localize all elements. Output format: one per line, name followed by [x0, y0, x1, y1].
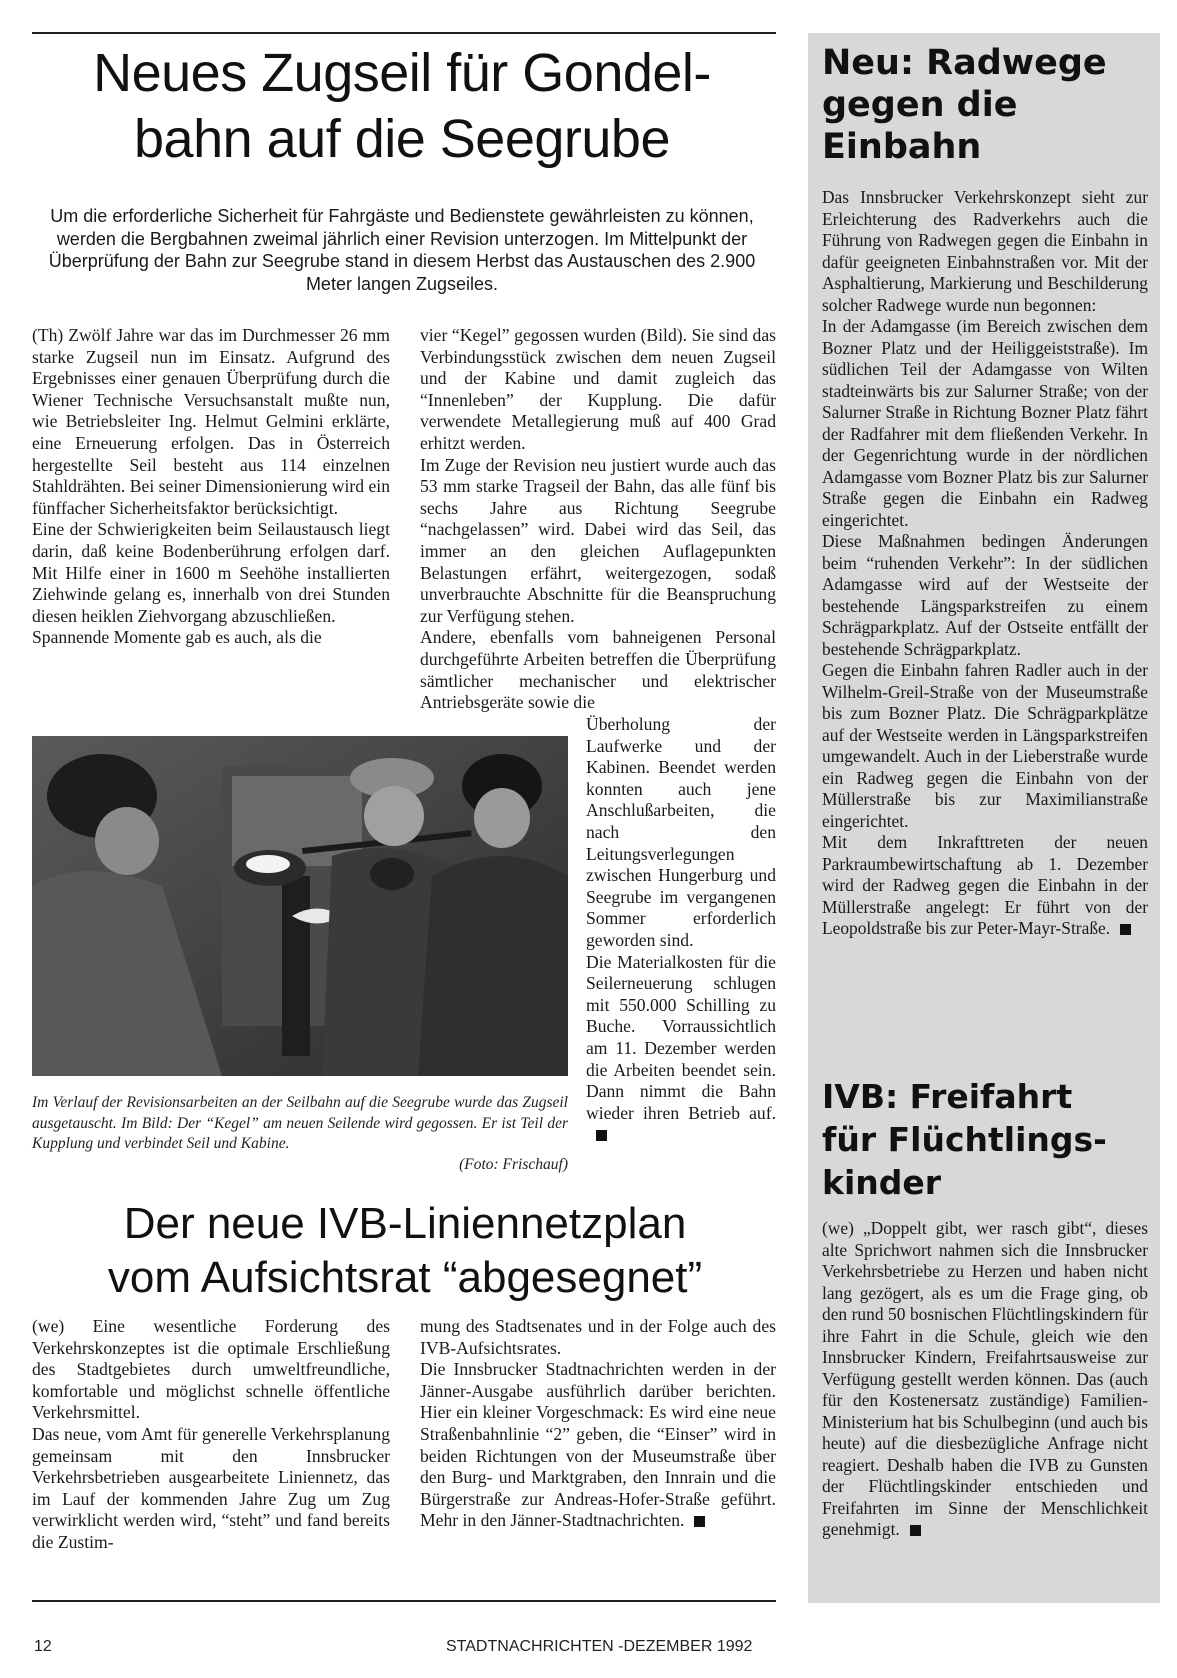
article1-col1-paragraph: Eine der Schwierigkeiten beim Seilaustausch liegt darin, daß keine Bodenberührung erfolgen darf. Mit Hilfe einer in 1600 m Seehöhe installierten Ziehwinde gelang es, innerhalb von drei Stunden diesen heiklen Ziehvorgang abzuschließen. — [32, 519, 390, 626]
article1-col1-paragraph: (Th) Zwölf Jahre war das im Durchmesser 26 mm starke Zugseil nun im Einsatz. Aufgrund des Ergebnisses einer genauen Überprüfung durch die Wiener Technische Versuchsanstalt mußte nun, wie Betriebsleiter Ing. Helmut Gelmini erklärte, eine Erneuerung erfolgen. Das in Österreich hergestellte Seil besteht aus 114 einzelnen Stahldrähten. Bei seiner Dimensionierung wird ein fünffacher Sicherheitsfaktor berücksichtigt. — [32, 325, 390, 518]
article2-col2-paragraph: Die Innsbrucker Stadtnachrichten werden in der Jänner-Ausgabe ausführlich darüber berichten. Hier ein kleiner Vorgeschmack: Es wird eine neue Straßenbahnlinie “2” geben, die “Einser” wird in beiden Richtungen von der Museumstraße über den Burg- und Marktgraben, den Innrain und die Bürgerstraße zur Andreas-Hofer-Straße geführt. Mehr in den Jänner-Stadtnachrichten. — [420, 1359, 776, 1531]
article2-col1-paragraph: Das neue, vom Amt für generelle Verkehrsplanung gemeinsam mit den Innsbrucker Verkehrsbetrieben ausgearbeitete Liniennetz, das im Lauf der kommenden Jahre Zug um Zug verwirklicht werden wird, “steht” und fand bereits die Zustim- — [32, 1423, 390, 1552]
sidebar1-paragraph: Das Innsbrucker Verkehrskonzept sieht zur Erleichterung des Radverkehrs auch die Führung von Radwegen gegen die Einbahn in dafür geeigneten Einbahnstraßen vor. Mit der Asphaltierung, Markierung und Beschilderung solcher Radwege wurde nun begonnen: — [822, 187, 1148, 315]
article1-narrow-column — [586, 714, 776, 1146]
article1-headline — [32, 40, 772, 172]
sidebar2-body — [822, 1218, 1148, 1541]
article2-headline — [60, 1197, 750, 1305]
article1-narrow-paragraph: Überholung der Laufwerke und der Kabinen. Beendet werden konnten auch jene Anschlußarbeiten, die nach den Leitungsverlegungen zwischen Hungerburg und Seegrube im vergangenen Sommer erforderlich geworden sind. — [586, 714, 776, 950]
sidebar2-title-line2: für Flüchtlings- — [822, 1120, 1107, 1159]
article1-column-1 — [32, 325, 390, 649]
article1-narrow-paragraph: Die Materialkosten für die Seilerneuerung schlugen mit 550.000 Schilling zu Buche. Vorraussichtlich am 11. Dezember werden die Arbeiten beendet sein. Dann nimmt die Bahn wieder ihren Betrieb auf. — [586, 952, 776, 1146]
sidebar2-paragraph: (we) „Doppelt gibt, wer rasch gibt“, dieses alte Sprichwort nahmen sich die Innsbrucker Verkehrsbetriebe zu Herzen und haben nicht lang gezögert, als es um die Frage ging, ob den rund 50 bosnischen Flüchtlingskindern für ihre Fahrt in die Schule, gleich wie den Innsbrucker Kindern, Freifahrtsausweise zur Verfügung gestellt werden können. Das (auch für den Kostenersatz zuständige) Familien-Ministerium hat bis Schulbeginn (und auch bis heute) auf die diesbezügliche Anfrage nicht reagiert. Deshalb haben die IVB zu Gunsten der Flüchtlingskinder entschieden und Freifahrten im Sinne der Menschlichkeit genehmigt. — [822, 1218, 1148, 1539]
page-number: 12 — [34, 1638, 52, 1655]
revision-photo — [32, 736, 568, 1076]
article1-headline-line1: Neues Zugseil für Gondel- — [93, 43, 711, 103]
publication-footer: STADTNACHRICHTEN -DEZEMBER 1992 — [446, 1638, 753, 1655]
end-mark-icon — [910, 1525, 921, 1536]
sidebar1-title — [822, 42, 1107, 168]
photo-credit: (Foto: Frischauf) — [459, 1155, 568, 1173]
sidebar1-title-line2: gegen die — [822, 85, 1018, 125]
sidebar2-title-line3: kinder — [822, 1163, 942, 1202]
article1-col2-paragraph: Im Zuge der Revision neu justiert wurde auch das 53 mm starke Tragseil der Bahn, das alle fünf bis sechs Jahre aus Richtung Seegrube “nachgelassen” wird. Dabei wird das Seil, das immer an den gleichen Auflagepunkten Belastungen erfährt, weitergezogen, sodaß unverbrauchte Abschnitte für die Beanspruchung zur Verfügung stehen. — [420, 454, 776, 626]
photo-caption — [32, 1093, 568, 1175]
sidebar2-title — [822, 1075, 1107, 1204]
end-mark-icon — [694, 1516, 705, 1527]
sidebar1-body — [822, 187, 1148, 940]
sidebar2-title-line1: IVB: Freifahrt — [822, 1077, 1073, 1116]
article1-lead: Um die erforderliche Sicherheit für Fahrgäste und Bedienstete gewährleisten zu können, werden die Bergbahnen zweimal jährlich einer Revision unterzogen. Im Mittelpunkt der Überprüfung der Bahn zur Seegrube stand in diesem Herbst das Austauschen des 2.900 Meter langen Zugseiles. — [48, 206, 756, 294]
end-mark-icon — [596, 1130, 607, 1141]
end-mark-icon — [1120, 924, 1131, 935]
article2-col2-paragraph: mung des Stadtsenates und in der Folge auch des IVB-Aufsichtsrates. — [420, 1316, 776, 1358]
top-rule — [32, 32, 776, 34]
sidebar1-paragraph: Gegen die Einbahn fahren Radler auch in der Wilhelm-Greil-Straße von der Museumstraße bis zum Bozner Platz. Die Schrägparkplätze auf der Westseite werden in Längsparkstreifen umgewandelt. Auch in der Lieberstraße wurde ein Radweg gegen die Einbahn von der Müllerstraße bis zur Maximilianstraße eingerichtet. — [822, 660, 1148, 831]
article1-col1-paragraph: Spannende Momente gab es auch, als die — [32, 627, 322, 648]
photo-caption-text: Im Verlauf der Revisionsarbeiten an der Seilbahn auf die Seegrube wurde das Zugseil ausgetauscht. Im Bild: Der “Kegel” am neuen Seilende wird gegossen. Er ist Teil der Kupplung und verbindet Seil und Kabine. — [32, 1094, 568, 1152]
workers-casting-photo-graphic — [32, 736, 568, 1076]
article2-column-1 — [32, 1316, 390, 1554]
article1-col2-paragraph: vier “Kegel” gegossen wurden (Bild). Sie sind das Verbindungsstück zwischen dem neuen Zugseil und der Kabine und damit zugleich das “Innenleben” der Kupplung. Die dafür verwendete Metallegierung muß auf 400 Grad erhitzt werden. — [420, 325, 776, 453]
article1-headline-line2: bahn auf die Seegrube — [134, 109, 670, 169]
sidebar1-paragraph: Diese Maßnahmen bedingen Änderungen beim “ruhenden Verkehr”: In der südlichen Adamgasse wird auf der Westseite der bestehende Längsparkstreifen zu einem Schrägparkplatz. Auf der Ostseite entfällt der bestehende Schrägparkplatz. — [822, 531, 1148, 659]
article2-headline-line2: vom Aufsichtsrat “abgesegnet” — [107, 1253, 703, 1302]
sidebar1-title-line1: Neu: Radwege — [822, 43, 1107, 83]
article2-column-2 — [420, 1316, 776, 1532]
sidebar1-paragraph: Mit dem Inkrafttreten der neuen Parkraumbewirtschaftung ab 1. Dezember wird der Radweg gegen die Einbahn in der Müllerstraße angelegt: Er führt von der Leopoldstraße bis zur Peter-Mayr-Straße. — [822, 832, 1148, 938]
article1-col2-paragraph: Andere, ebenfalls vom bahneigenen Personal durchgeführte Arbeiten betreffen die Überprüfung sämtlicher mechanischer und elektrischer Antriebsgeräte sowie die — [420, 627, 776, 713]
article1-column-2 — [420, 325, 776, 714]
bottom-rule — [32, 1600, 776, 1602]
article2-col1-paragraph: (we) Eine wesentliche Forderung des Verkehrskonzeptes ist die optimale Erschließung des Stadtgebietes durch umweltfreundliche, komfortable und möglichst schnelle öffentliche Verkehrsmittel. — [32, 1316, 390, 1423]
sidebar1-title-line3: Einbahn — [822, 127, 982, 167]
article2-headline-line1: Der neue IVB-Liniennetzplan — [123, 1199, 687, 1248]
sidebar1-paragraph: In der Adamgasse (im Bereich zwischen dem Bozner Platz und der Heiliggeiststraße). Im südlichen Teil der Adamgasse von Wilten stadteinwärts bis zur Salurner Straße; von der Salurner Straße in Richtung Bozner Platz fährt der Radfahrer mit dem fließenden Verkehr. In der Gegenrichtung wurde in der nördlichen Adamgasse vom Bozner Platz bis zur Salurner Straße gegen die Einbahn ein Radweg eingerichtet. — [822, 316, 1148, 530]
